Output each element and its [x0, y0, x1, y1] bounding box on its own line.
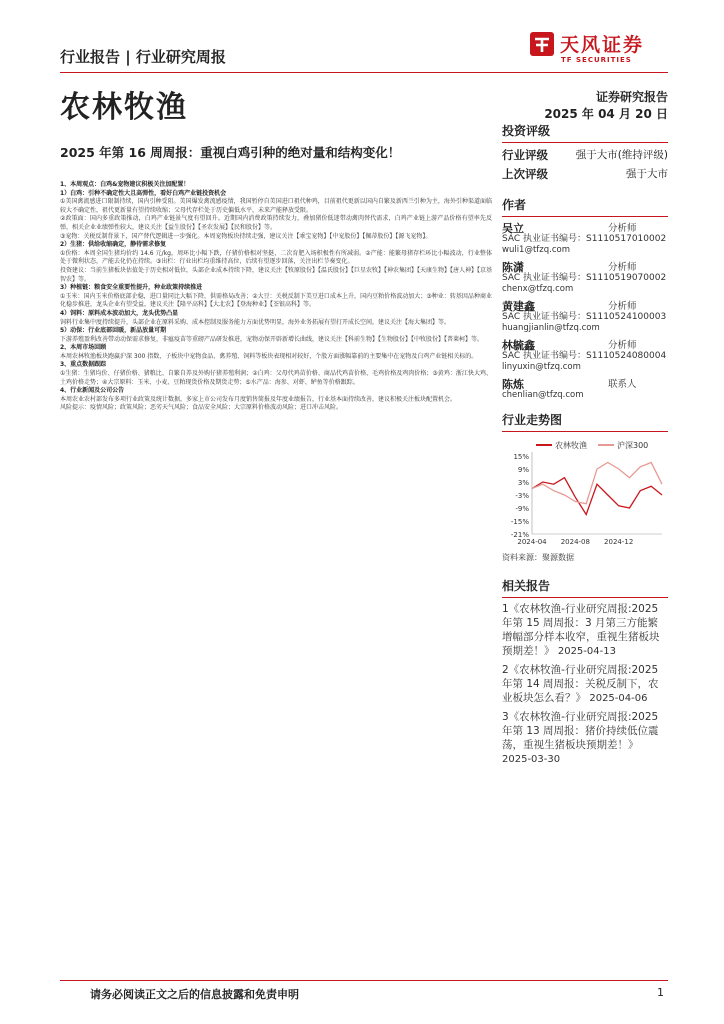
- legend-label: 沪深300: [617, 441, 649, 450]
- author-role: 分析师: [608, 262, 637, 273]
- trend-heading: 行业走势图: [502, 411, 668, 432]
- related-report-date: 2025-03-30: [502, 754, 561, 765]
- author-name-row: [502, 379, 668, 390]
- author-card: [502, 262, 668, 295]
- chart-source: 资料来源：聚源数据: [502, 553, 574, 562]
- rating-label: 上次评级: [502, 167, 548, 181]
- y-tick-label: 15%: [513, 453, 529, 461]
- body-paragraph: ③宠物：关税反制背景下，国产替代逻辑进一步强化。本周宠物板块持续走强，建议关注【乖宝宠物】【中宠股份】【佩蒂股份】【源飞宠物】。: [60, 232, 432, 240]
- sidebar: [502, 122, 668, 771]
- related-report-item[interactable]: [502, 663, 668, 706]
- industry-title: 农林牧渔: [60, 90, 188, 125]
- related-report-list: [502, 602, 668, 767]
- brand-mark-icon: [528, 30, 556, 58]
- author-role: 分析师: [608, 301, 637, 312]
- author-card: [502, 340, 668, 373]
- y-tick-label: -15%: [510, 518, 529, 526]
- rating-row: [502, 147, 668, 163]
- section-heading: 3、重点数据跟踪: [60, 361, 107, 369]
- related-report-date: 2025-04-06: [589, 693, 648, 704]
- rating-value: 强于大市(维持评级): [575, 149, 668, 161]
- body-paragraph: 风险提示：疫情风险；政策风险；恶劣天气风险；食品安全风险；大宗原料价格波动风险；进口冲击风险。: [60, 404, 343, 412]
- report-title: 2025 年第 16 周周报：重视白鸡引种的绝对量和结构变化！: [60, 145, 401, 160]
- series-line: [532, 478, 662, 515]
- author-role: 分析师: [608, 223, 637, 234]
- body-paragraph: 本周农林牧渔板块跑赢沪深 300 指数，子板块中宠物食品、禽养殖、饲料等板块表现相对较好，个股方面涨幅靠前的主要集中在宠物及白鸡产业链相关标的。: [60, 352, 478, 360]
- legend-label: 农林牧渔: [555, 441, 587, 450]
- author-name: 陈炼: [502, 378, 524, 391]
- main-content: [60, 143, 492, 413]
- x-tick-label: 2024-04: [517, 538, 547, 546]
- author-card: [502, 379, 668, 401]
- author-role: 联系人: [608, 379, 637, 390]
- y-tick-label: 9%: [517, 466, 529, 474]
- rating-value: 强于大市: [626, 168, 668, 180]
- brand-name-cn: 天风证券: [560, 34, 645, 56]
- x-tick-label: 2024-12: [604, 538, 634, 546]
- related-report-title[interactable]: 2《农林牧渔-行业研究周报:2025 年第 14 周周报：关税反制下，农业板块怎么看？》: [502, 664, 659, 704]
- body-paragraph: ①生猪：生猪均价、仔猪价格、猪粮比、自繁自养及外购仔猪养殖利润；②白鸡：父母代鸡苗价格、商品代鸡苗价格、毛鸡价格及鸡肉价格；③黄鸡：浙江快大鸡、土鸡价格走势；④大宗原料：玉米、小麦、豆粕现货价格及期货走势；⑤水产品：海参、对虾、鲈鱼等价格跟踪。: [60, 370, 492, 386]
- author-email[interactable]: huangjianlin@tfzq.com: [502, 323, 600, 333]
- y-tick-label: 3%: [517, 479, 529, 487]
- section-heading: 3）种植链：粮食安全重要性提升，种业政策持续推进: [60, 284, 203, 292]
- related-report-item[interactable]: [502, 602, 668, 659]
- section-heading: 4、行业新闻及公司公告: [60, 387, 125, 395]
- author-name: 吴立: [502, 222, 524, 235]
- body-paragraph: 本周农业农村部发布多项行业政策及统计数据，多家上市公司发布月度销售简报及年度业绩报告，行业基本面持续改善，建议积极关注板块配置机会。: [60, 395, 457, 403]
- report-header: [60, 26, 668, 70]
- brand-name-en: TF SECURITIES: [561, 56, 632, 64]
- author-license: SAC 执业证书编号：S1110517010002: [502, 234, 667, 244]
- section-heading: 2、本周市场回顾: [60, 344, 107, 352]
- related-report-title[interactable]: 3《农林牧渔-行业研究周报:2025 年第 13 周周报：猪价持续低位震荡，重视生猪板块预期差！》: [502, 711, 659, 751]
- brand-logo: [528, 26, 668, 70]
- report-body: [60, 181, 492, 413]
- author-name: 黄建鑫: [502, 300, 535, 313]
- author-card: [502, 301, 668, 334]
- author-name-row: [502, 223, 668, 234]
- rating-row: [502, 166, 668, 182]
- author-email[interactable]: chenx@tfzq.com: [502, 284, 574, 294]
- section-heading: 2）生猪：供给收缩确定，静待需求修复: [60, 241, 167, 249]
- rating-label: 行业评级: [502, 148, 548, 162]
- body-paragraph: 投资建议：当前生猪板块估值处于历史相对低位，头部企业成本持续下降，建议关注【牧原股份】【温氏股份】【巨星农牧】【神农集团】【天康生物】【唐人神】【京基智农】等。: [60, 266, 493, 283]
- related-report-item[interactable]: [502, 710, 668, 767]
- author-list: [502, 223, 668, 401]
- header-divider: [60, 72, 668, 73]
- body-paragraph: ①美国禽流感进口限制持续，国内引种受阻。美国爆发禽流感疫情，我国暂停自美国进口祖代种鸡，目前祖代更新以国内自繁及新西兰引种为主，海外引种渠道面临较大不确定性，祖代更新量有望持续收缩；父母代存栏处于历史偏低水平，未来产能释放受限。: [60, 198, 492, 214]
- author-license: SAC 执业证书编号：S1110524080004: [502, 351, 667, 361]
- y-tick-label: -3%: [515, 492, 529, 500]
- related-report-title[interactable]: 1《农林牧渔-行业研究周报:2025 年第 15 周周报：3 月第三方能繁增幅部分样本收窄，重视生猪板块预期差！》: [502, 603, 660, 657]
- author-email[interactable]: chenlian@tfzq.com: [502, 390, 584, 400]
- rating-table: [502, 147, 668, 182]
- authors-heading: 作者: [502, 196, 668, 217]
- section-heading: 1、本周观点：白鸡&宠物建议积极关注加配置！: [60, 181, 190, 188]
- author-name-row: [502, 262, 668, 273]
- body-paragraph: 饲料行业集中度持续提升，头部企业在原料采购、成本控制及服务能力方面优势明显，海外业务拓展有望打开成长空间，建议关注【海大集团】等。: [60, 318, 451, 326]
- author-email[interactable]: linyuxin@tfzq.com: [502, 362, 581, 372]
- section-heading: 5）动保：行业底部回暖，新品放量可期: [60, 327, 167, 335]
- body-paragraph: 下游养殖盈利改善带动动保需求修复，非瘟疫苗等重磅产品研发推进，宠物动保开辟新增长曲线，建议关注【科前生物】【生物股份】【中牧股份】【普莱柯】等。: [60, 335, 484, 343]
- trend-chart: [502, 438, 668, 548]
- report-type: 行业报告 | 行业研究周报: [60, 48, 226, 66]
- section-heading: 4）饲料：原料成本波动加大，龙头优势凸显: [60, 309, 179, 317]
- author-name: 陈潇: [502, 261, 524, 274]
- y-tick-label: -9%: [515, 505, 529, 513]
- report-kind: 证券研究报告: [595, 90, 668, 104]
- page-number: 1: [657, 986, 664, 999]
- report-date: 2025 年 04 月 20 日: [544, 107, 668, 121]
- x-tick-label: 2024-08: [560, 538, 590, 546]
- author-license: SAC 执业证书编号：S1110524100003: [502, 312, 667, 322]
- y-tick-label: -21%: [510, 531, 529, 539]
- rating-heading: 投资评级: [502, 122, 668, 143]
- author-email[interactable]: wuli1@tfzq.com: [502, 245, 571, 255]
- author-license: SAC 执业证书编号：S1110519070002: [502, 273, 667, 283]
- author-card: [502, 223, 668, 256]
- author-name-row: [502, 340, 668, 351]
- body-paragraph: ①玉米：国内玉米价格底部企稳，进口量同比大幅下降，供需格局改善；②大豆：关税反制下美豆进口成本上升，国内豆粕价格波动加大；③种业：转基因品种商业化稳步推进，龙头企业有望受益，建议关注【隆平高科】【大北农】【登海种业】【荃银高科】等。: [60, 292, 492, 309]
- trend-chart-svg: [502, 438, 668, 548]
- body-paragraph: ②政策面：国内多重政策推动，白鸡产业链景气度有望回升。近期国内消费政策持续发力，叠加猪价低迷带动禽肉替代需求，白鸡产业链上游产品价格有望率先反弹，相关企业业绩弹性较大，建议关注【益生股份】【圣农发展】【民和股份】等。: [60, 215, 492, 231]
- related-heading: 相关报告: [502, 577, 668, 598]
- related-report-date: 2025-04-13: [557, 646, 616, 657]
- author-name: 林毓鑫: [502, 339, 535, 352]
- section-heading: 1）白鸡：引种不确定性大且高弹性，看好白鸡产业链投资机会: [60, 189, 227, 197]
- footer-disclaimer: 请务必阅读正文之后的信息披露和免责申明: [90, 988, 299, 1001]
- author-name-row: [502, 301, 668, 312]
- body-paragraph: ①价格：本周全国生猪均价约 14.6 元/kg，周环比小幅下跌，仔猪价格相对坚挺，二次育肥入场积极性有所减弱。②产能：能繁母猪存栏环比小幅波动，行业整体处于微利状态，产能去化仍在持续。③出栏：行业出栏均重维持高位，后续有望逐步回落，关注出栏节奏变化。: [60, 249, 492, 266]
- author-role: 分析师: [608, 340, 637, 351]
- footer-divider: [60, 980, 668, 981]
